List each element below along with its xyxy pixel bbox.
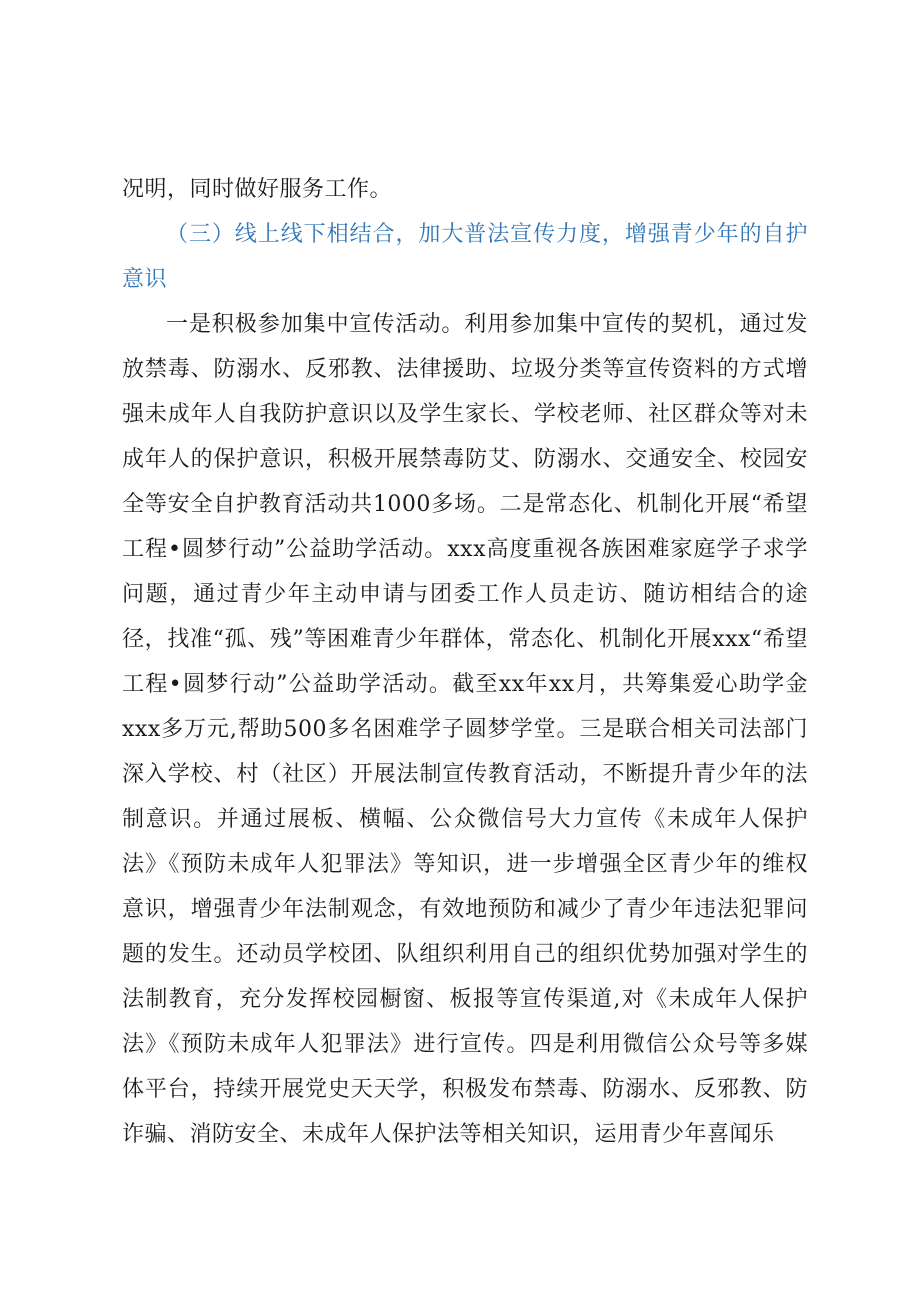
continuation-paragraph: 况明，同时做好服务工作。 bbox=[122, 177, 393, 202]
body-paragraph: 一是积极参加集中宣传活动。利用参加集中宣传的契机，通过发放禁毒、防溺水、反邪教、法律援助、垃圾分类等宣传资料的方式增强未成年人自我防护意识以及学生家长、学校老师、社区群众等对未成年人的保护意识，积极开展禁毒防艾、防溺水、交通安全、校园安全等安全自护教育活动共1000多场。二是常态化、机制化开展“希望工程•圆梦行动”公益助学活动。xxx高度重视各族困难家庭学子求学问题，通过青少年主动申请与团委工作人员走访、随访相结合的途径，找准“孤、残”等困难青少年群体，常态化、机制化开展xxx“希望工程•圆梦行动”公益助学活动。截至xx年xx月，共筹集爱心助学金xxx多万元,帮助500多名困难学子圆梦学堂。三是联合相关司法部门深入学校、村（社区）开展法制宣传教育活动，不断提升青少年的法制意识。并通过展板、横幅、公众微信号大力宣传《未成年人保护法》《预防未成年人犯罪法》等知识，进一步增强全区青少年的维权意识，增强青少年法制观念，有效地预防和减少了青少年违法犯罪问题的发生。还动员学校团、队组织利用自己的组织优势加强对学生的法制教育，充分发挥校园橱窗、板报等宣传渠道,对《未成年人保护法》《预防未成年人犯罪法》进行宣传。四是利用微信公众号等多媒体平台，持续开展党史天天学，积极发布禁毒、防溺水、反邪教、防诈骗、消防安全、未成年人保护法等相关知识，运用青少年喜闻乐 bbox=[122, 312, 808, 1147]
section-heading: （三）线上线下相结合，加大普法宣传力度，增强青少年的自护意识 bbox=[122, 222, 808, 292]
document-body bbox=[122, 167, 808, 1157]
